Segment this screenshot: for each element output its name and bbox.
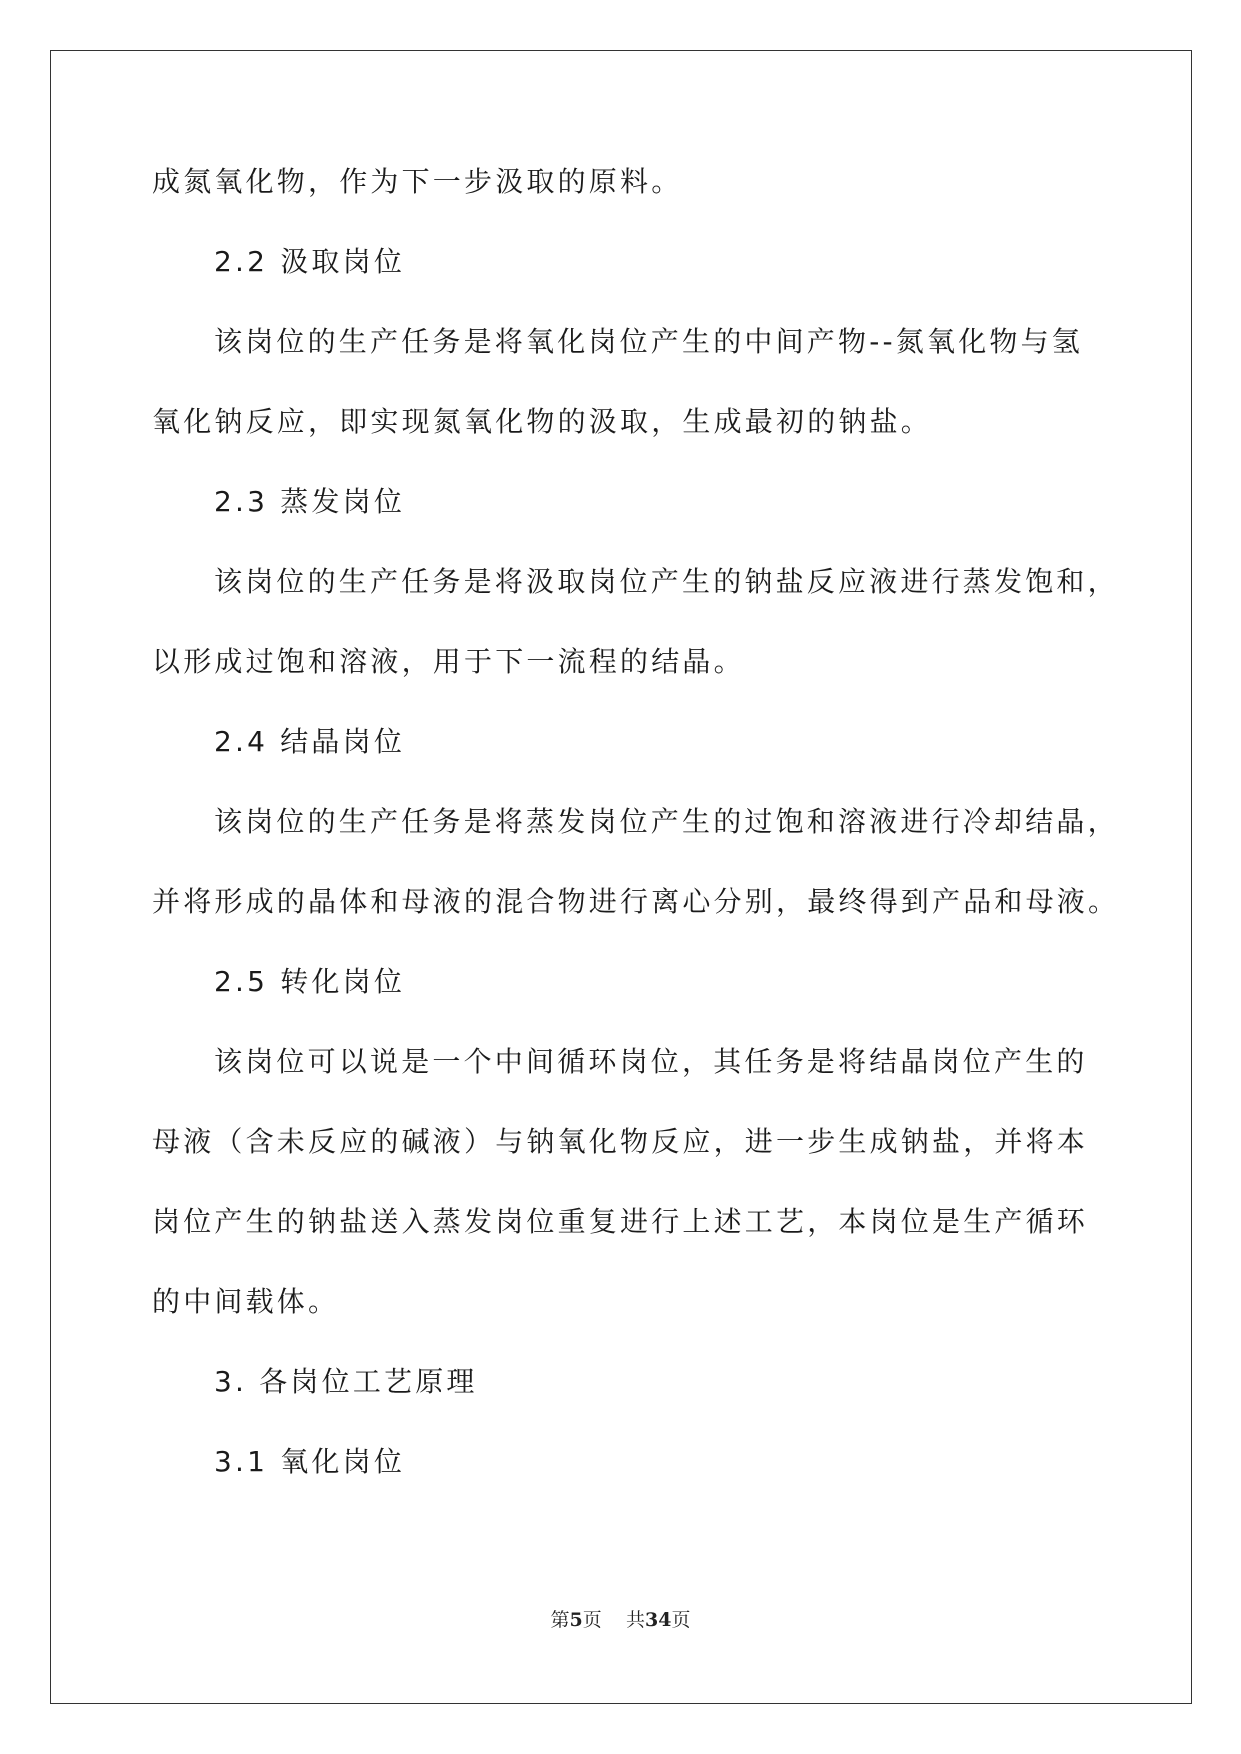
section-heading-2-2: 2.2 汲取岗位 [214,245,406,278]
paragraph-line: 该岗位可以说是一个中间循环岗位，其任务是将结晶岗位产生的 [214,1045,1088,1078]
paragraph-line: 该岗位的生产任务是将氧化岗位产生的中间产物--氮氧化物与氢 [214,325,1084,358]
section-heading-3-1: 3.1 氧化岗位 [214,1445,406,1478]
section-heading-2-5: 2.5 转化岗位 [214,965,406,998]
current-page-number: 5 [569,1609,583,1631]
paragraph-line: 该岗位的生产任务是将蒸发岗位产生的过饱和溶液进行冷却结晶， [214,805,1119,838]
footer-prefix: 第 [550,1609,570,1631]
page-footer [0,1605,1241,1632]
section-heading-3: 3. 各岗位工艺原理 [214,1365,478,1398]
paragraph-line: 成氮氧化物，作为下一步汲取的原料。 [152,165,683,198]
paragraph-line: 并将形成的晶体和母液的混合物进行离心分别，最终得到产品和母液。 [152,885,1120,918]
total-page-count: 34 [644,1609,672,1631]
paragraph-line: 母液（含未反应的碱液）与钠氧化物反应，进一步生成钠盐，并将本 [152,1125,1089,1158]
footer-total-prefix: 共 [625,1609,645,1631]
paragraph-line: 该岗位的生产任务是将汲取岗位产生的钠盐反应液进行蒸发饱和， [214,565,1119,598]
paragraph-line: 氧化钠反应，即实现氮氧化物的汲取，生成最初的钠盐。 [152,405,933,438]
footer-total-word: 页 [671,1609,691,1631]
section-heading-2-3: 2.3 蒸发岗位 [214,485,406,518]
paragraph-line: 岗位产生的钠盐送入蒸发岗位重复进行上述工艺，本岗位是生产循环 [152,1205,1089,1238]
section-heading-2-4: 2.4 结晶岗位 [214,725,406,758]
footer-page-word: 页 [582,1609,602,1631]
paragraph-line: 以形成过饱和溶液，用于下一流程的结晶。 [152,645,745,678]
paragraph-line: 的中间载体。 [152,1285,340,1318]
